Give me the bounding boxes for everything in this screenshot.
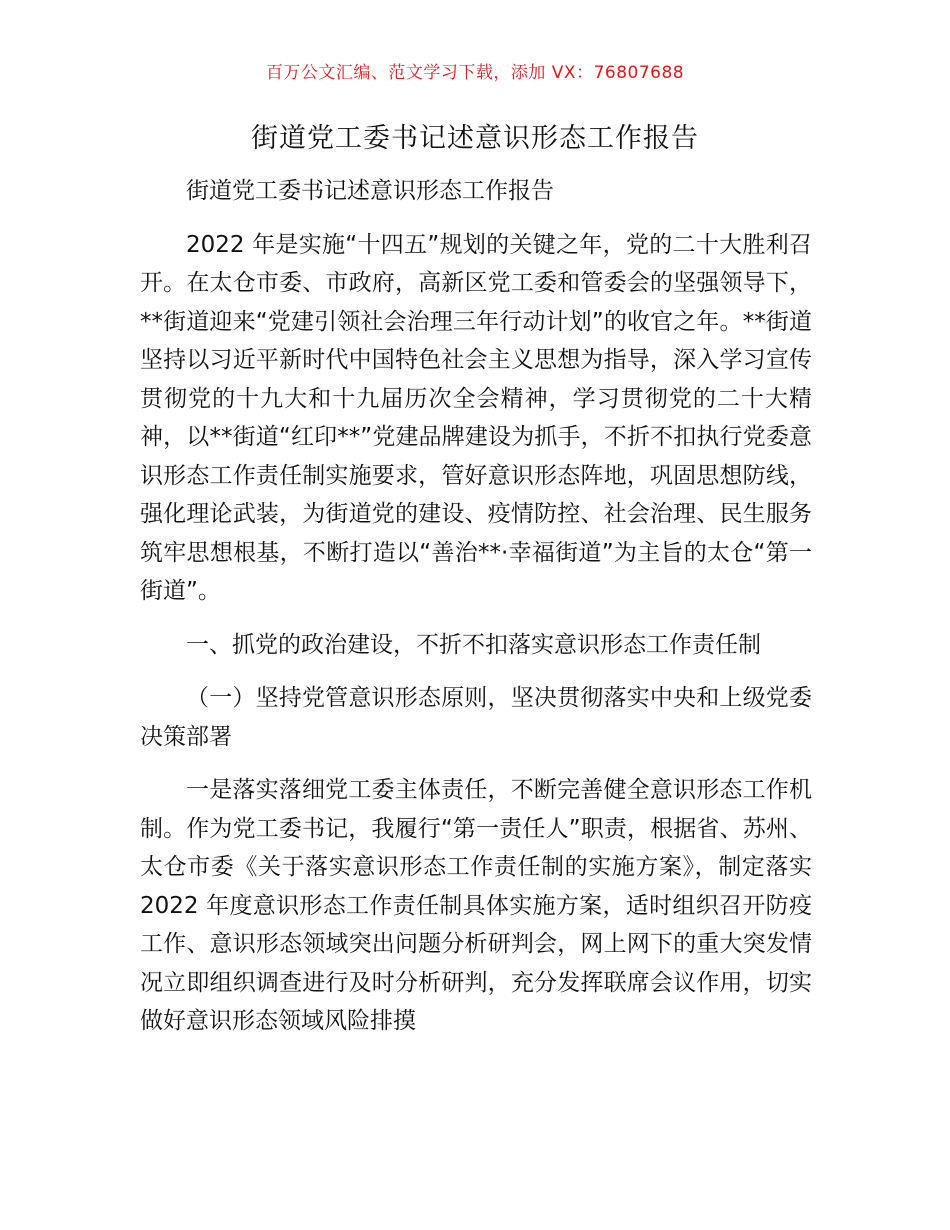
section-heading: 一、抓党的政治建设，不折不扣落实意识形态工作责任制 xyxy=(186,631,761,658)
subtitle-paragraph: 街道党工委书记述意识形态工作报告 xyxy=(186,178,554,204)
watermark-text: 百万公文汇编、范文学习下载，添加 VX：76807688 xyxy=(265,63,685,83)
body-paragraph: 一是落实落细党工委主体责任，不断完善健全意识形态工作机制。作为党工委书记，我履行“第一责任人”职责，根据省、苏州、太仓市委《关于落实意识形态工作责任制的实施方案》，制定落实 2022 年度意识形态工作责任制具体实施方案，适时组织召开防疫工作、意识形态领域突出问题分析研判会，网上网下的重大突发情况立即组织调查进行及时分析研判，充分发挥联席会议作用，切实做好意识形态领域风险排摸 xyxy=(140,777,812,1034)
document-body xyxy=(140,172,812,1041)
document-title: 街道党工委书记述意识形态工作报告 xyxy=(251,123,699,154)
intro-paragraph: 2022 年是实施“十四五”规划的关键之年，党的二十大胜利召开。在太仓市委、市政府，高新区党工委和管委会的坚强领导下，**街道迎来“党建引领社会治理三年行动计划”的收官之年。**街道坚持以习近平新时代中国特色社会主义思想为指导，深入学习宣传贯彻党的十九大和十九届历次全会精神，学习贯彻党的二十大精神，以**街道“红印**”党建品牌建设为抓手，不折不扣执行党委意识形态工作责任制实施要求，管好意识形态阵地，巩固思想防线，强化理论武装，为街道党的建设、疫情防控、社会治理、民生服务筑牢思想根基，不断打造以“善治**·幸福街道”为主旨的太仓“第一街道”。 xyxy=(140,231,812,604)
subsection-heading: （一）坚持党管意识形态原则，坚决贯彻落实中央和上级党委决策部署 xyxy=(140,685,812,750)
